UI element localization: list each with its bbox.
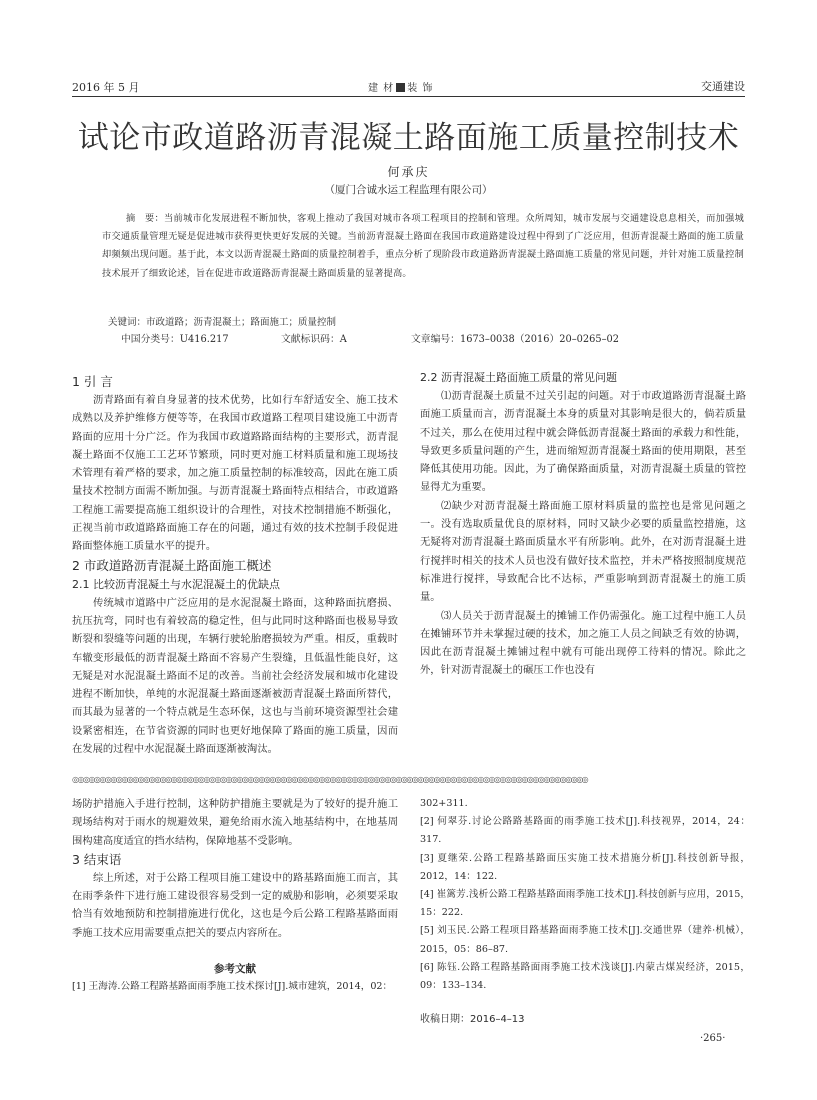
page-number: ·265· — [700, 1033, 726, 1044]
reference-item: [4] 崔篱芳.浅析公路工程路基路面雨季施工技术[J].科技创新与应用，2015，15：222. — [420, 889, 750, 919]
clc-number: 中国分类号：U416.217 — [121, 334, 229, 345]
section-divider: ◎◎◎◎◎◎◎◎◎◎◎◎◎◎◎◎◎◎◎◎◎◎◎◎◎◎◎◎◎◎◎◎◎◎◎◎◎◎◎◎◎◎◎◎◎◎◎◎◎◎◎◎◎◎◎◎◎◎◎◎◎◎◎◎◎◎◎◎◎◎◎◎◎◎◎◎◎◎◎◎◎◎◎◎◎◎◎◎◎◎◎◎◎◎ — [72, 776, 588, 784]
reference-item: [2] 何翠芬.讨论公路路基路面的雨季施工技术[J].科技视界，2014，24：317. — [420, 816, 750, 846]
paragraph: 传统城市道路中广泛应用的是水泥混凝土路面，这种路面抗磨损、抗压抗弯，同时也有着较高的稳定性，但与此同时这种路面也极易导致断裂和裂缝等问题的出现，车辆行驶轮胎磨损较为严重。相反，重载时车辙变形最低的沥青混凝土路面不容易产生裂缝，且低温性能良好，这无疑是对水泥混凝土路面不足的改善。当前社会经济发展和城市化建设进程不断加快，单纯的水泥混凝土路面逐渐被沥青混凝土路面所替代，而其最为显著的一个特点就是生态环保，这也与当前环境资源型社会建设紧密相连，在节省资源的同时也更好地保障了路面的施工质量，因而在发展的过程中水泥混凝土路面逐渐被淘汰。 — [72, 596, 398, 756]
received-date: 收稿日期：2016–4–13 — [420, 1014, 525, 1026]
author: 何承庆 — [387, 165, 430, 179]
abstract-text: 当前城市化发展进程不断加快，客观上推动了我国对城市各项工程项目的控制和管理。众所周知，城市发展与交通建设息息相关，而加强城市交通质量管理无疑是促进城市获得更快更好发展的关键。当前沥青混凝土路面在我国市政道路建设过程中得到了广泛应用，但沥青混凝土路面的施工质量却频频出现问题。基于此，本文以沥青混凝土路面的质量控制着手，重点分析了现阶段市政道路沥青混凝土路面施工质量的常见问题，并针对施工质量控制技术展开了细致论述，旨在促进市政道路沥青混凝土路面质量的显著提高。 — [102, 213, 744, 279]
paragraph: ⑴沥青混凝土质量不过关引起的问题。对于市政道路沥青混凝土路面施工质量而言，沥青混凝土本身的质量对其影响是很大的，倘若质量不过关，那么在使用过程中就会降低沥青混凝土路面的承载力和性能，导致更多质量问题的产生，进而缩短沥青混凝土路面的使用期限，甚至降低其使用功能。因此，为了确保路面质量，对沥青混凝土质量的管控显得尤为重要。 — [420, 390, 746, 494]
column-left-bottom — [72, 795, 398, 996]
article-number: 文章编号：1673–0038（2016）20–0265–02 — [411, 334, 619, 345]
reference-item: [5] 刘玉民.公路工程项目路基路面雨季施工技术[J].交通世界（建养·机械），2015，05：86–87. — [420, 925, 750, 955]
section-2-heading: 2 市政道路沥青混凝土路面施工概述 — [72, 557, 272, 573]
references-heading: 参考文献 — [214, 963, 256, 976]
reference-item: [6] 陈钰.公路工程路基路面雨季施工技术浅谈[J].内蒙古煤炭经济，2015，09：133–134. — [420, 961, 750, 992]
reference-item: [1] 王海涛.公路工程路基路面雨季施工技术探讨[J].城市建筑，2014，02： — [72, 981, 393, 993]
abstract-label: 摘 要： — [126, 213, 165, 224]
section-name: 交通建设 — [701, 80, 745, 93]
paragraph: 沥青路面有着自身显著的技术优势，比如行车舒适安全、施工技术成熟以及养护维修方便等等，在我国市政道路工程项目建设施工中沥青路面的应用十分广泛。作为我国市政道路路面结构的主要形式，沥青混凝土路面不仅施工工艺环节繁琐，同时更对施工材料质量和施工现场技术管理有着严格的要求，加之施工质量控制的标准较高，因此在施工质量技术控制方面需不断加强。与沥青混凝土路面特点相结合，市政道路工程施工需要提高施工组织设计的合理性，对技术控制措施不断强化，正视当前市政道路路面施工存在的问题，通过有效的技术控制手段促进路面整体施工质量水平的提升。 — [72, 394, 398, 553]
column-right-bottom — [420, 795, 750, 1030]
section-2-2-heading: 2.2 沥青混凝土路面施工质量的常见问题 — [420, 371, 617, 384]
paragraph: 场防护措施入手进行控制，这种防护措施主要就是为了较好的提升施工现场结构对于雨水的规避效果，避免给雨水流入地基结构中，在地基周围构建高度适宜的挡水结构，保障地基不受影响。 — [72, 798, 398, 847]
issue-date: 2016 年 5 月 — [72, 81, 140, 94]
reference-item: 302+311. — [420, 798, 468, 809]
square-icon — [396, 83, 405, 92]
keywords — [108, 314, 336, 328]
journal-name — [368, 79, 433, 94]
section-3-heading: 3 结束语 — [72, 851, 122, 867]
document-code: 文献标识码：A — [281, 334, 347, 345]
journal-name-right: 装 饰 — [407, 83, 434, 94]
reference-item: [3] 夏继荣.公路工程路基路面压实施工技术措施分析[J].科技创新导报，2012，14：122. — [420, 852, 750, 882]
keywords-text: 市政道路；沥青混凝土；路面施工；质量控制 — [146, 317, 337, 328]
running-header — [72, 76, 745, 96]
paragraph: ⑵缺少对沥青混凝土路面施工原材料质量的监控也是常见问题之一。没有选取质量优良的原材料，同时又缺少必要的质量监控措施，这无疑将对沥青混凝土路面质量水平有所影响。此外，在对沥青混凝土进行搅拌时相关的技术人员也没有做好技术监控，并未严格按照制度规范标准进行搅拌，导致配合比不达标，严重影响到沥青混凝土的施工质量。 — [420, 499, 746, 604]
section-1-heading: 1 引 言 — [72, 374, 113, 389]
article-title: 试论市政道路沥青混凝土路面施工质量控制技术 — [77, 120, 740, 156]
journal-name-left: 建 材 — [368, 83, 395, 94]
column-right-top — [420, 368, 746, 680]
paragraph: 综上所述，对于公路工程项目施工建设中的路基路面施工而言，其在雨季条件下进行施工建设很容易受到一定的威胁和影响，必须要采取恰当有效地预防和控制措施进行优化，这也是今后公路工程路基路面雨季施工技术应用需要重点把关的要点内容所在。 — [72, 871, 398, 939]
header-rule — [72, 96, 745, 97]
paragraph: ⑶人员关于沥青混凝土的摊铺工作仍需强化。施工过程中施工人员在摊铺环节并未掌握过硬的技术，加之施工人员之间缺乏有效的协调，因此在沥青混凝土摊铺过程中就有可能出现停工待料的情况。除此之外，针对沥青混凝土的碾压工作也没有 — [420, 609, 746, 677]
abstract — [102, 210, 744, 283]
affiliation: （厦门合诚水运工程监理有限公司） — [324, 184, 493, 196]
section-2-1-heading: 2.1 比较沥青混凝土与水泥混凝土的优缺点 — [72, 577, 280, 591]
column-left-top — [72, 372, 398, 758]
keywords-label: 关键词： — [108, 317, 147, 328]
